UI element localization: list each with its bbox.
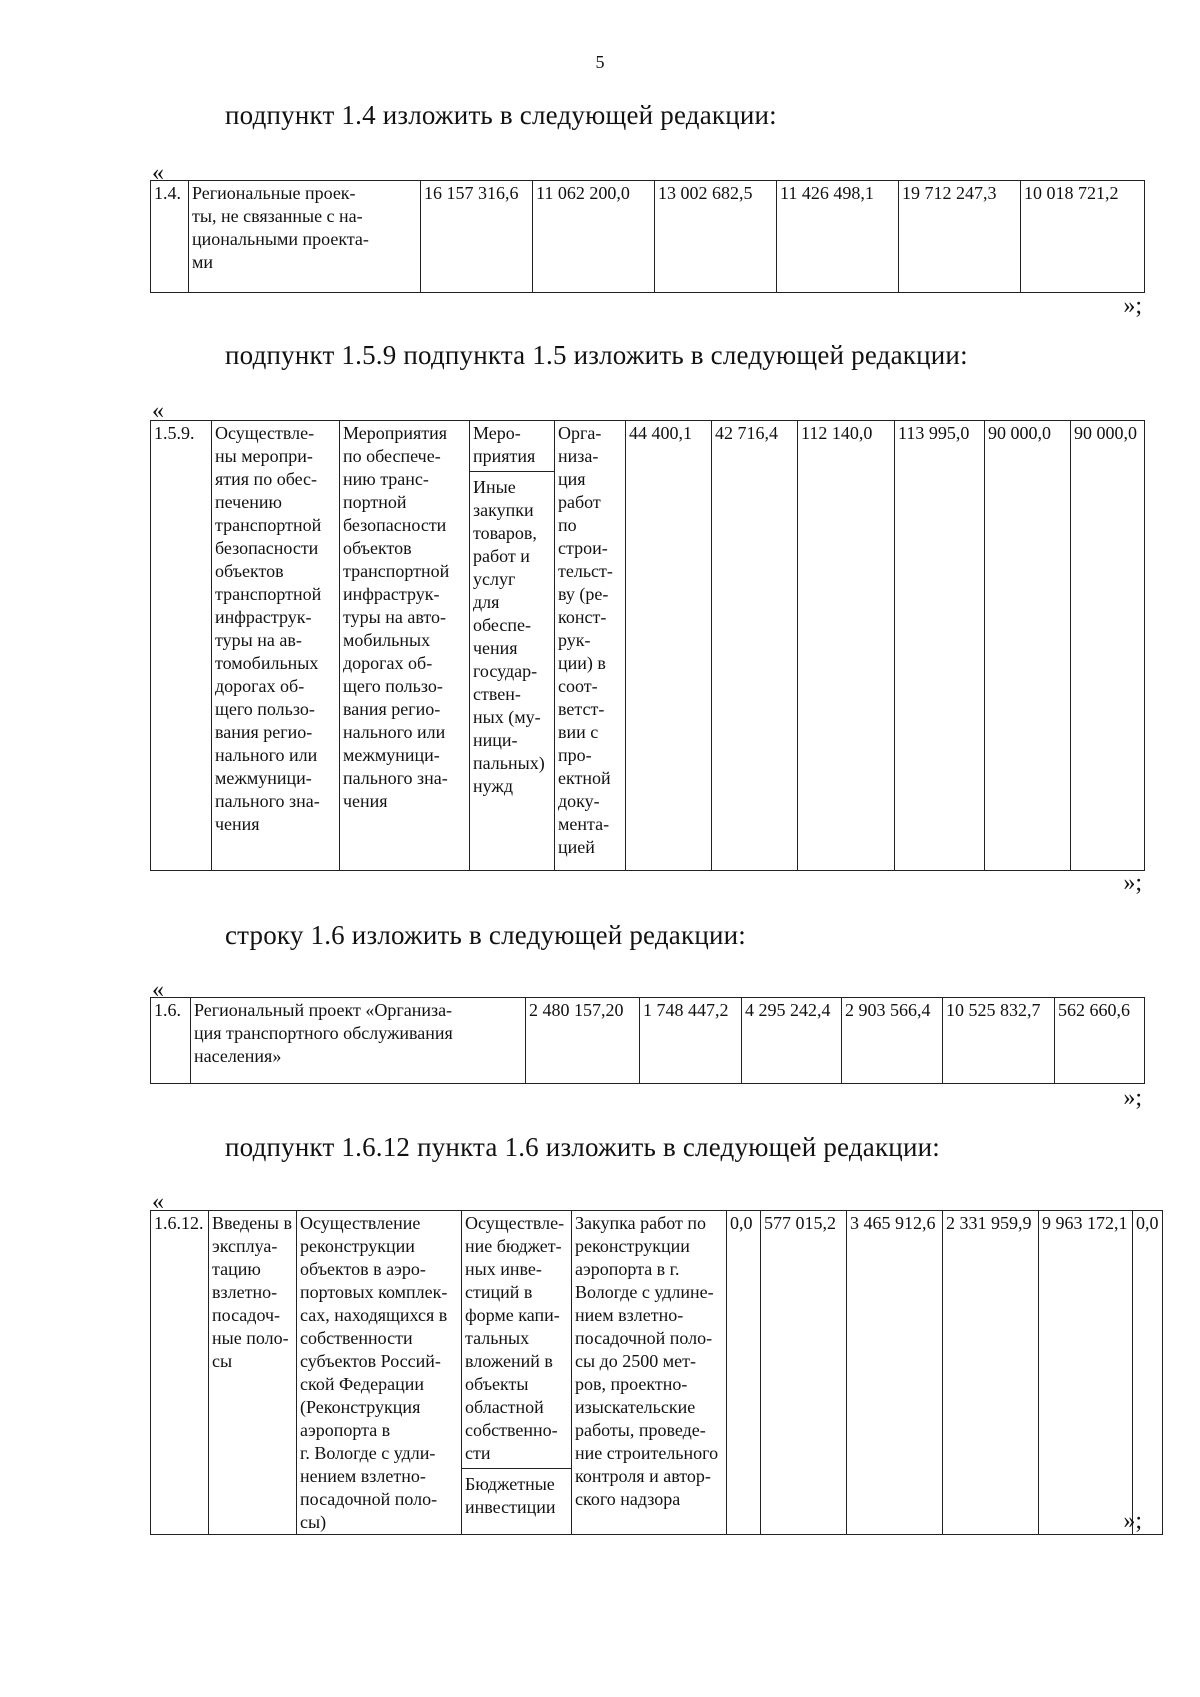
value-cell: 90 000,0 [985,421,1071,871]
row-name: Региональные проек- ты, не связанные с на- циональными проекта- ми [189,181,421,293]
activity-description: Мероприятия по обеспече- нию транс- портной безопасности объектов транспортной инфраструк- туры на авто- мобильных дорогах об- щего пользо- вания регио- нального или межмуници- пального зна- чения [340,421,470,871]
row-name: Региональный проект «Организа- ция транспортного обслуживания населения» [191,998,526,1084]
value-cell: 44 400,1 [626,421,712,871]
close-quote: »; [1123,293,1142,319]
value-cell: 16 157 316,6 [421,181,533,293]
work-description: Орга- низа- ция работ по строи- тельст- ву (ре- конст- рук- ции) в соот- ветст- вии с про- ектной доку- мента- цией [555,421,626,871]
activity-type: Меро- приятия [473,423,536,466]
value-cell: 13 002 682,5 [655,181,777,293]
value-cell: 10 018 721,2 [1021,181,1145,293]
value-cell: 10 525 832,7 [943,998,1055,1084]
value-cell: 0,0 [727,1211,761,1535]
result-description: Введены в эксплуа- тацию взлетно- посадоч- ные поло- сы [209,1211,297,1535]
row-code: 1.4. [151,181,189,293]
open-quote: « [152,1189,164,1215]
section-heading-1-6: строку 1.6 изложить в следующей редакции: [225,920,746,950]
value-cell: 3 465 912,6 [847,1211,943,1535]
value-cell: 4 295 242,4 [742,998,842,1084]
expense-type: Иные закупки товаров, работ и услуг для обеспе- чения государ- ствен- ных (му- ници- пальных) нужд [470,471,554,798]
section-heading-1-4: подпункт 1.4 изложить в следующей редакции: [225,100,777,130]
value-cell: 11 062 200,0 [533,181,655,293]
table-row-1-4 [150,180,1145,293]
row-code: 1.5.9. [151,421,212,871]
value-cell: 112 140,0 [798,421,895,871]
activity-type-cell [462,1211,572,1535]
work-description: Закупка работ по реконструкции аэропорта в г. Вологде с удлине- нием взлетно- посадочной поло- сы до 2500 мет- ров, проектно- изыскательские работы, проведе- ние строительного контроля и автор- ского надзора [572,1211,727,1535]
activity-description: Осуществление реконструкции объектов в аэро- портовых комплек- сах, находящихся в собственности субъектов Россий- ской Федерации (Реконструкция аэропорта в г. Вологде с удли- нением взлетно- посадочной поло- сы) [297,1211,462,1535]
result-description: Осуществле- ны меропри- ятия по обес- печению транспортной безопасности объектов транспортной инфраструк- туры на ав- томобильных дорогах об- щего пользо- вания регио- нального или межмуници- пального зна- чения [212,421,340,871]
value-cell: 2 903 566,4 [842,998,943,1084]
value-cell: 11 426 498,1 [777,181,899,293]
activity-type-cell [470,421,555,871]
open-quote: « [152,977,164,1003]
table-row-1-6 [150,997,1145,1084]
section-heading-1-6-12: подпункт 1.6.12 пункта 1.6 изложить в следующей редакции: [225,1132,940,1162]
value-cell: 1 748 447,2 [640,998,742,1084]
value-cell: 2 480 157,20 [526,998,640,1084]
open-quote: « [152,160,164,186]
table-row-1-5-9 [150,420,1145,871]
value-cell: 113 995,0 [895,421,985,871]
close-quote: »; [1123,1508,1142,1534]
value-cell: 562 660,6 [1055,998,1145,1084]
value-cell: 90 000,0 [1071,421,1145,871]
close-quote: »; [1123,870,1142,896]
activity-type: Осуществле- ние бюджет- ных инве- стиций в форме капи- тальных вложений в объекты областной собственно- сти [465,1213,565,1463]
value-cell: 2 331 959,9 [943,1211,1039,1535]
value-cell: 42 716,4 [712,421,798,871]
value-cell: 577 015,2 [761,1211,847,1535]
row-code: 1.6. [151,998,191,1084]
value-cell: 9 963 172,1 [1039,1211,1133,1535]
page-number: 5 [595,52,605,72]
value-cell: 19 712 247,3 [899,181,1021,293]
open-quote: « [152,398,164,424]
value-cell: 0,0 [1133,1211,1163,1535]
row-code: 1.6.12. [151,1211,209,1535]
section-heading-1-5-9: подпункт 1.5.9 подпункта 1.5 изложить в следующей редакции: [225,340,968,370]
close-quote: »; [1123,1085,1142,1111]
expense-type: Бюджетные инвестиции [462,1468,571,1519]
table-row-1-6-12 [150,1210,1163,1535]
